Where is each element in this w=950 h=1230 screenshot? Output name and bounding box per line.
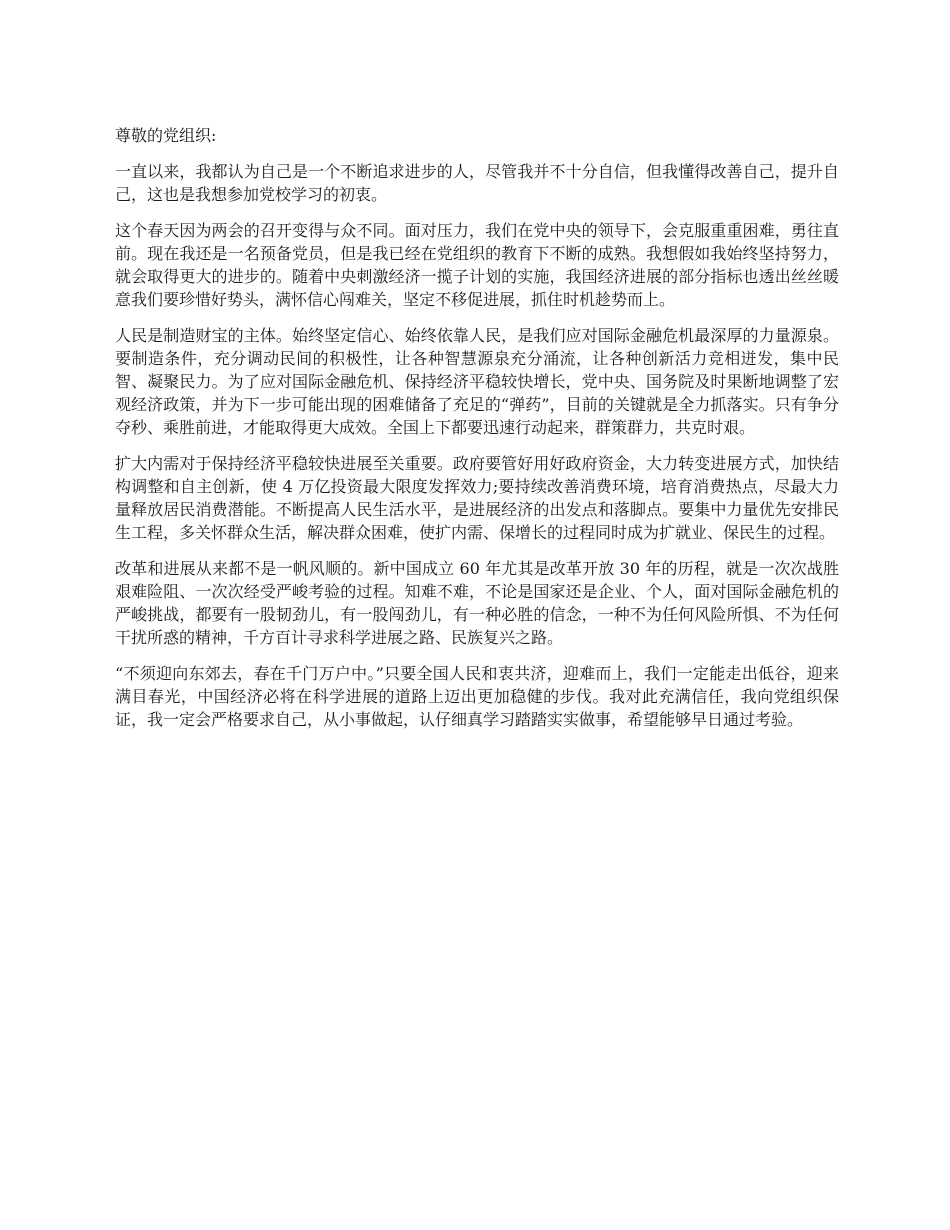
paragraph: 扩大内需对于保持经济平稳较快进展至关重要。政府要管好用好政府资金，大力转变进展方式，加快结构调整和自主创新，使 4 万亿投资最大限度发挥效力;要持续改善消费环境，培育消费热点，尽最大力量释放居民消费潜能。不断提高人民生活水平，是进展经济的出发点和落脚点。要集中力量优先安排民生工程，多关怀群众生活，解决群众困难，使扩内需、保增长的过程同时成为扩就业、保民生的过程。 [115,454,839,542]
paragraph: 这个春天因为两会的召开变得与众不同。面对压力，我们在党中央的领导下，会克服重重困难，勇往直前。现在我还是一名预备党员，但是我已经在党组织的教育下不断的成熟。我想假如我始终坚持努力，就会取得更大的进步的。随着中央刺激经济一揽子计划的实施，我国经济进展的部分指标也透出丝丝暖意我们要珍惜好势头，满怀信心闯难关，坚定不移促进展，抓住时机趁势而上。 [115,221,839,309]
paragraph: 人民是制造财宝的主体。始终坚定信心、始终依靠人民，是我们应对国际金融危机最深厚的力量源泉。要制造条件，充分调动民间的积极性，让各种智慧源泉充分涌流，让各种创新活力竞相迸发，集中民智、凝聚民力。为了应对国际金融危机、保持经济平稳较快增长，党中央、国务院及时果断地调整了宏观经济政策，并为下一步可能出现的困难储备了充足的“弹药”，目前的关键就是全力抓落实。只有争分夺秒、乘胜前进，才能取得更大成效。全国上下都要迅速行动起来，群策群力，共克时艰。 [115,326,839,437]
paragraph: “不须迎向东郊去，春在千门万户中。”只要全国人民和衷共济，迎难而上，我们一定能走出低谷，迎来满目春光，中国经济必将在科学进展的道路上迈出更加稳健的步伐。我对此充满信任，我向党组织保证，我一定会严格要求自己，从小事做起，认仔细真学习踏踏实实做事，希望能够早日通过考验。 [115,664,839,729]
salutation: 尊敬的党组织: [115,126,217,145]
letter-body [115,124,839,744]
paragraph: 一直以来，我都认为自己是一个不断追求进步的人，尽管我并不十分自信，但我懂得改善自己，提升自己，这也是我想参加党校学习的初衷。 [115,162,839,204]
paragraph: 改革和进展从来都不是一帆风顺的。新中国成立 60 年尤其是改革开放 30 年的历程，就是一次次战胜艰难险阻、一次次经受严峻考验的过程。知难不难，不论是国家还是企业、个人，面对国际金融危机的严峻挑战，都要有一股韧劲儿，有一股闯劲儿，有一种必胜的信念，一种不为任何风险所惧、不为任何干扰所惑的精神，千方百计寻求科学进展之路、民族复兴之路。 [115,559,839,647]
